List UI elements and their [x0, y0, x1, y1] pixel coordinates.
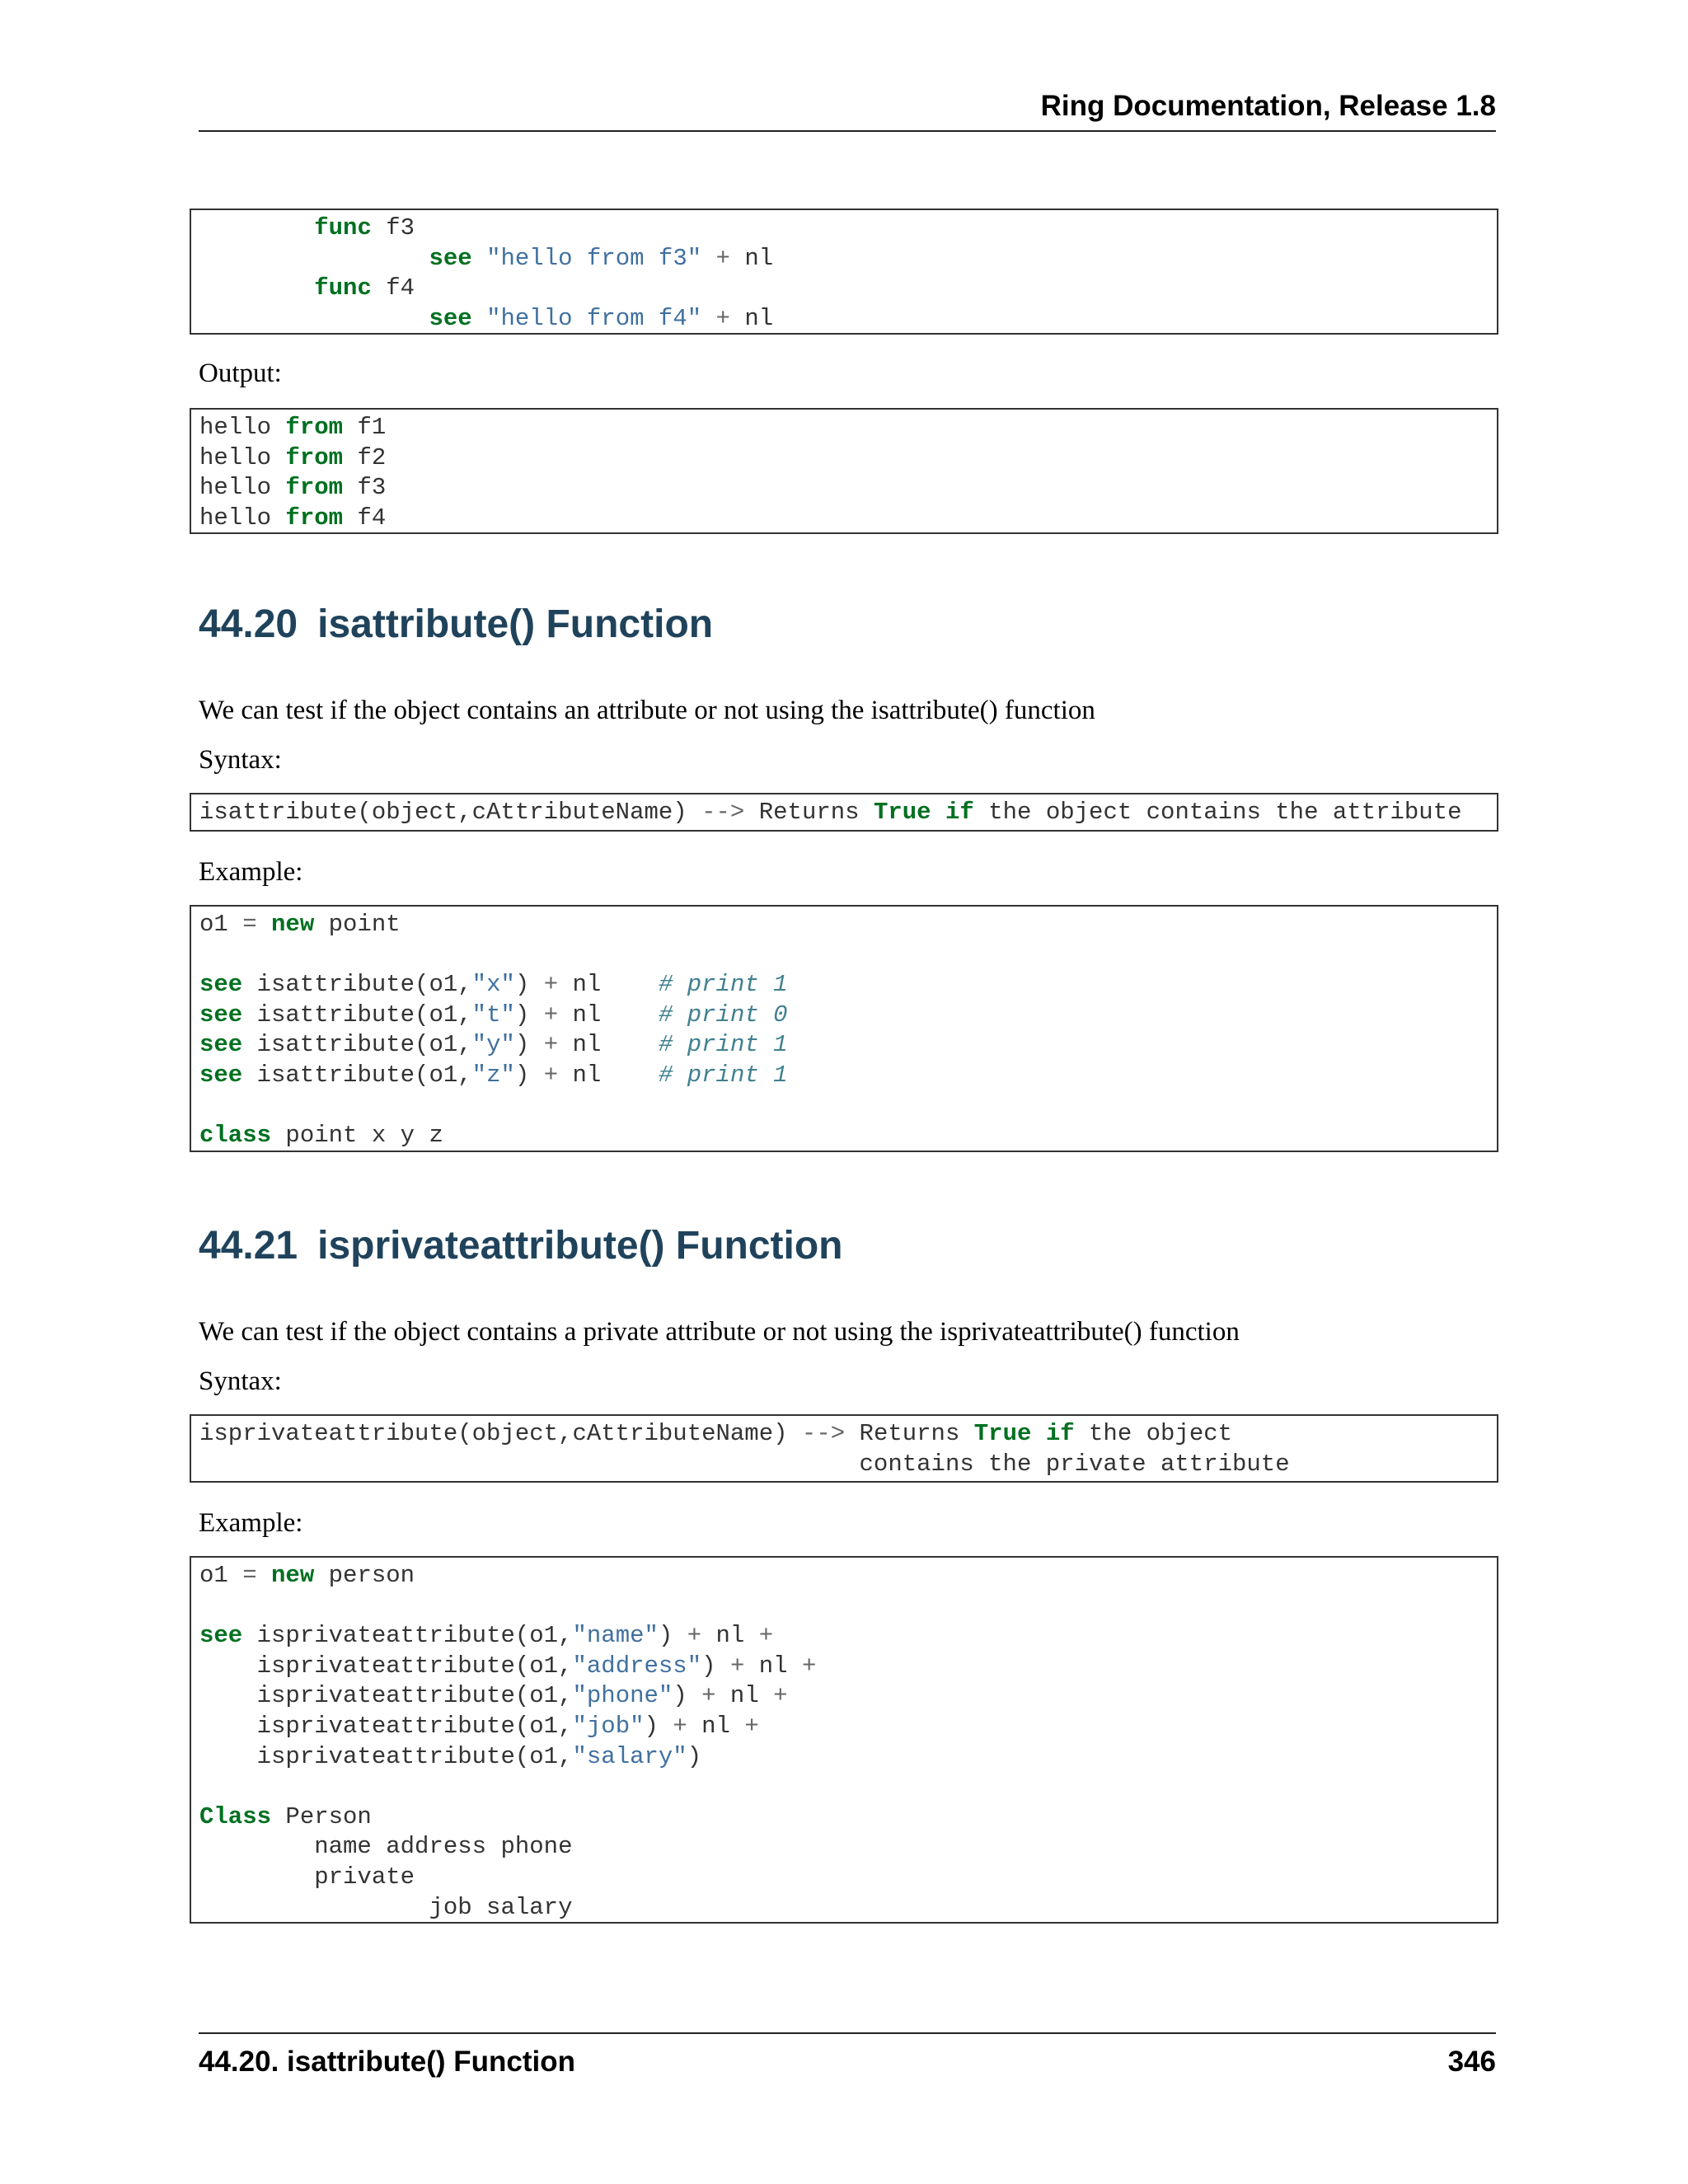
code-token: isprivateattribute(o1,	[199, 1742, 573, 1770]
code-token: -->	[701, 799, 745, 826]
code-token: hello	[199, 504, 286, 532]
code-token: f2	[343, 443, 387, 471]
code-token: nl	[558, 1031, 659, 1059]
code-token: Returns	[845, 1420, 974, 1447]
code-line	[199, 1743, 701, 1770]
section-title: isattribute() Function	[317, 602, 714, 646]
syntax-code-block	[190, 793, 1498, 832]
code-token: isattribute(o1,	[242, 1061, 472, 1089]
code-token	[472, 305, 486, 332]
code-block-top-content	[191, 210, 1497, 335]
code-token: point x y z	[271, 1122, 443, 1150]
code-token: Returns	[744, 799, 874, 826]
code-token: "phone"	[572, 1682, 673, 1710]
code-token: contains the private attribute	[199, 1450, 1290, 1478]
code-token: if	[945, 799, 974, 826]
code-token: +	[758, 1622, 774, 1650]
code-token: new	[271, 1562, 315, 1589]
output-label: Output:	[199, 359, 282, 388]
code-token: private	[199, 1863, 415, 1891]
example-code-content	[191, 907, 1497, 1152]
footer-section: 44.20. isattribute() Function	[199, 2046, 575, 2078]
code-token: see	[429, 244, 472, 272]
section-heading-isprivateattribute	[199, 1223, 842, 1269]
code-line	[199, 274, 415, 302]
code-token: )	[514, 971, 544, 999]
code-token: # print 1	[658, 1061, 788, 1089]
code-token: see	[199, 1031, 243, 1059]
syntax-code-content	[191, 794, 1497, 832]
code-token: o1	[199, 911, 243, 938]
code-token: # print 0	[658, 1001, 788, 1029]
code-token: f4	[343, 504, 387, 532]
code-token	[199, 305, 429, 332]
example-label: Example:	[199, 1508, 303, 1538]
code-token: # print 1	[658, 971, 788, 999]
page-number: 346	[1447, 2046, 1496, 2078]
section-description: We can test if the object contains an attribute or not using the isattribute() function	[199, 696, 1095, 725]
code-token: isprivateattribute(object,cAttributeName)	[199, 1420, 802, 1447]
code-line	[199, 214, 415, 241]
code-token: +	[773, 1682, 788, 1710]
section-number: 44.21	[199, 1224, 298, 1268]
code-token: f3	[371, 214, 415, 241]
code-token: "z"	[471, 1061, 515, 1089]
code-token	[931, 799, 945, 826]
section-number: 44.20	[199, 602, 298, 646]
code-token: +	[543, 971, 559, 999]
code-token: see	[199, 1001, 243, 1029]
code-token: func	[314, 214, 372, 241]
code-token: see	[429, 304, 472, 332]
code-token: )	[514, 1061, 544, 1089]
code-token: "salary"	[572, 1742, 687, 1770]
code-block-output-content	[191, 410, 1497, 534]
code-line	[199, 1682, 788, 1709]
code-token: new	[271, 911, 315, 938]
example-code-content	[191, 1558, 1497, 1924]
syntax-code-content	[191, 1416, 1497, 1483]
code-line	[199, 1001, 788, 1029]
code-token: nl	[558, 971, 659, 999]
code-line	[199, 504, 386, 532]
code-token	[472, 245, 486, 272]
code-token: )	[658, 1622, 687, 1650]
code-token: hello	[199, 443, 286, 471]
code-line	[199, 414, 386, 441]
code-token: isprivateattribute(o1,	[199, 1682, 573, 1710]
code-token: )	[514, 1031, 544, 1059]
code-token: "hello from f3"	[486, 244, 702, 272]
code-token: Person	[271, 1802, 372, 1830]
code-token: hello	[199, 474, 286, 502]
code-token: True	[873, 799, 931, 826]
code-token: o1	[199, 1562, 243, 1589]
syntax-code-block	[190, 1414, 1498, 1483]
code-token: +	[801, 1652, 817, 1680]
code-token: point	[314, 911, 401, 938]
code-token	[1031, 1420, 1045, 1447]
code-token: isattribute(object,cAttributeName)	[199, 799, 702, 826]
syntax-label: Syntax:	[199, 745, 282, 775]
code-line	[199, 1652, 816, 1680]
code-token: +	[543, 1061, 559, 1089]
code-line	[199, 444, 386, 471]
code-token: nl	[558, 1061, 659, 1089]
code-token	[701, 305, 715, 332]
code-line	[199, 1863, 415, 1891]
code-token: =	[242, 1562, 257, 1589]
code-token: )	[687, 1742, 702, 1770]
code-token: nl	[687, 1712, 745, 1740]
code-line	[199, 1122, 443, 1149]
code-token: isattribute(o1,	[242, 971, 472, 999]
code-line	[199, 1833, 572, 1860]
code-token: f4	[371, 274, 415, 302]
code-token: )	[514, 1001, 544, 1029]
code-token: +	[715, 244, 730, 272]
code-token: nl	[729, 244, 774, 272]
code-token: the object contains the attribute	[973, 799, 1462, 826]
code-token: "hello from f4"	[486, 304, 702, 332]
code-token: )	[701, 1652, 730, 1680]
code-line	[199, 1894, 572, 1921]
code-block-output	[190, 408, 1498, 534]
code-line	[199, 474, 386, 501]
code-token: =	[242, 911, 257, 938]
code-token: -->	[801, 1420, 846, 1447]
code-token: nl	[729, 304, 774, 332]
code-token: from	[285, 504, 344, 532]
code-token	[701, 245, 715, 272]
code-token: nl	[715, 1682, 774, 1710]
code-token: Class	[199, 1802, 272, 1830]
code-line	[199, 799, 1462, 826]
code-token: nl	[701, 1622, 759, 1650]
code-token: f3	[343, 474, 387, 502]
code-token: name address phone	[199, 1833, 573, 1861]
code-token: +	[729, 1652, 745, 1680]
syntax-label: Syntax:	[199, 1366, 282, 1396]
code-token: # print 1	[658, 1031, 788, 1059]
code-line	[199, 1451, 1290, 1478]
example-code-block	[190, 905, 1498, 1152]
code-line	[199, 1562, 415, 1589]
code-token: class	[199, 1122, 272, 1150]
code-token: +	[687, 1622, 702, 1650]
code-token: )	[673, 1682, 702, 1710]
code-token: isprivateattribute(o1,	[242, 1622, 573, 1650]
code-token: func	[314, 274, 372, 302]
code-token	[257, 911, 271, 938]
document-title: Ring Documentation, Release 1.8	[1040, 90, 1496, 122]
code-token	[199, 274, 314, 302]
code-line	[199, 971, 788, 998]
code-line	[199, 1062, 788, 1089]
code-line	[199, 911, 401, 938]
code-block-top	[190, 209, 1498, 335]
code-line	[199, 1803, 372, 1830]
code-token: isattribute(o1,	[242, 1001, 472, 1029]
code-token: nl	[558, 1001, 659, 1029]
code-token: from	[285, 443, 344, 471]
code-token: isprivateattribute(o1,	[199, 1712, 573, 1740]
code-token: job salary	[199, 1893, 573, 1921]
code-token: from	[285, 474, 344, 502]
code-token: +	[543, 1031, 559, 1059]
code-token	[257, 1562, 271, 1589]
code-token: +	[673, 1712, 687, 1740]
code-token	[199, 245, 429, 272]
example-code-block	[190, 1556, 1498, 1924]
code-line	[199, 1622, 773, 1649]
code-token: "address"	[572, 1652, 702, 1680]
page-header	[199, 91, 1496, 132]
code-token: f1	[343, 414, 387, 441]
code-token: isprivateattribute(o1,	[199, 1652, 573, 1680]
page-footer	[199, 2032, 1496, 2079]
code-token: nl	[744, 1652, 802, 1680]
code-token: if	[1045, 1420, 1075, 1447]
code-token: see	[199, 1061, 243, 1089]
code-token: +	[543, 1001, 559, 1029]
code-token: person	[314, 1562, 415, 1589]
code-token: +	[744, 1712, 759, 1740]
section-title: isprivateattribute() Function	[317, 1224, 843, 1268]
code-token: see	[199, 971, 243, 999]
code-token: the object	[1074, 1420, 1233, 1447]
code-token: "t"	[471, 1001, 515, 1029]
code-line	[199, 1031, 788, 1058]
code-token: "name"	[572, 1622, 659, 1650]
code-line	[199, 1713, 759, 1740]
code-line	[199, 1420, 1232, 1447]
code-token: hello	[199, 414, 286, 441]
code-token: )	[644, 1712, 673, 1740]
code-token: True	[973, 1420, 1032, 1447]
code-token: from	[285, 414, 344, 441]
code-token	[199, 214, 314, 241]
code-token: +	[701, 1682, 716, 1710]
code-line	[199, 305, 773, 332]
code-token: "x"	[471, 971, 515, 999]
code-line	[199, 245, 773, 272]
section-heading-isattribute	[199, 602, 713, 648]
code-token: +	[715, 304, 730, 332]
code-token: "y"	[471, 1031, 515, 1059]
code-token: see	[199, 1622, 243, 1650]
code-token: isattribute(o1,	[242, 1031, 472, 1059]
section-description: We can test if the object contains a private attribute or not using the isprivateattribute() function	[199, 1317, 1240, 1347]
code-token: "job"	[572, 1712, 645, 1740]
example-label: Example:	[199, 857, 303, 887]
